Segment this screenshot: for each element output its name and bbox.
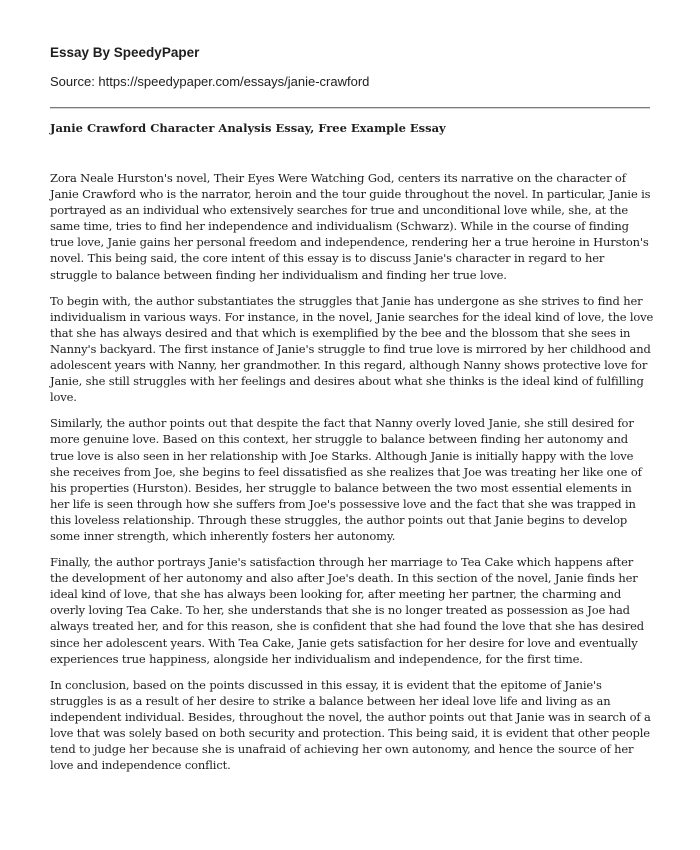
essay-paragraph: Finally, the author portrays Janie's satisfaction through her marriage to Tea Cake which happens after the development of her autonomy and also after Joe's death. In this section of the novel, Janie finds her ideal kind of love, that she has always been looking for, after meeting her partner, the charming and overly loving Tea Cake. To her, she understands that she is no longer treated as possession as Joe had always treated her, and for this reason, she is confident that she had found the love that she has desired since her adolescent years. With Tea Cake, Janie gets satisfaction for her desire for love and eventually experiences true happiness, alongside her individualism and independence, for the first time. — [50, 555, 644, 666]
essay-paragraph: Similarly, the author points out that despite the fact that Nanny overly loved Janie, she still desired for more genuine love. Based on this context, her struggle to balance between finding her autonomy and true love is also seen in her relationship with Joe Starks. Although Janie is initially happy with the love she receives from Joe, she begins to feel dissatisfied as she realizes that Joe was treating her like one of his properties (Hurston). Besides, her struggle to balance between the two most essential elements in her life is seen through how she suffers from Joe's possessive love and the fact that she was trapped in this loveless relationship. Through these struggles, the author points out that Janie begins to develop some inner strength, which inherently fosters her autonomy. — [50, 416, 642, 543]
essay-paragraph: In conclusion, based on the points discussed in this essay, it is evident that the epitome of Janie's struggles is as a result of her desire to strike a balance between her ideal love life and living as an independent individual. Besides, throughout the novel, the author points out that Janie was in search of a love that was solely based on both security and protection. This being said, it is evident that other people tend to judge her because she is unafraid of achieving her own autonomy, and hence the source of her love and independence conflict. — [50, 677, 651, 773]
source-link[interactable]: Source: https://speedypaper.com/essays/janie-crawford — [50, 74, 370, 89]
header-divider — [50, 107, 650, 109]
document-header — [50, 44, 650, 90]
brand-title: Essay By SpeedyPaper — [50, 45, 200, 60]
essay-paragraph: To begin with, the author substantiates the struggles that Janie has undergone as she strives to find her individualism in various ways. For instance, in the novel, Janie searches for the ideal kind of love, the love that she has always desired and that which is exemplified by the bee and the blossom that she sees in Nanny's backyard. The first instance of Janie's struggle to find true love is mirrored by her childhood and adolescent years with Nanny, her grandmother. In this regard, although Nanny shows protective love for Janie, she still struggles with her feelings and desires about what she thinks is the ideal kind of fulfilling love. — [50, 293, 654, 405]
essay-paragraph: Zora Neale Hurston's novel, Their Eyes Were Watching God, centers its narrative on the character of Janie Crawford who is the narrator, heroin and the tour guide throughout the novel. In particular, Janie is portrayed as an individual who extensively searches for true and unconditional love while, she, at the same time, tries to find her independence and individualism (Schwarz). While in the course of finding true love, Janie gains her personal freedom and independence, rendering her a true heroine in Hurston's novel. This being said, the core intent of this essay is to discuss Janie's character in regard to her struggle to balance between finding her individualism and finding her true love. — [50, 171, 651, 282]
essay-title: Janie Crawford Character Analysis Essay, Free Example Essay — [50, 121, 446, 135]
essay-body — [50, 170, 654, 783]
